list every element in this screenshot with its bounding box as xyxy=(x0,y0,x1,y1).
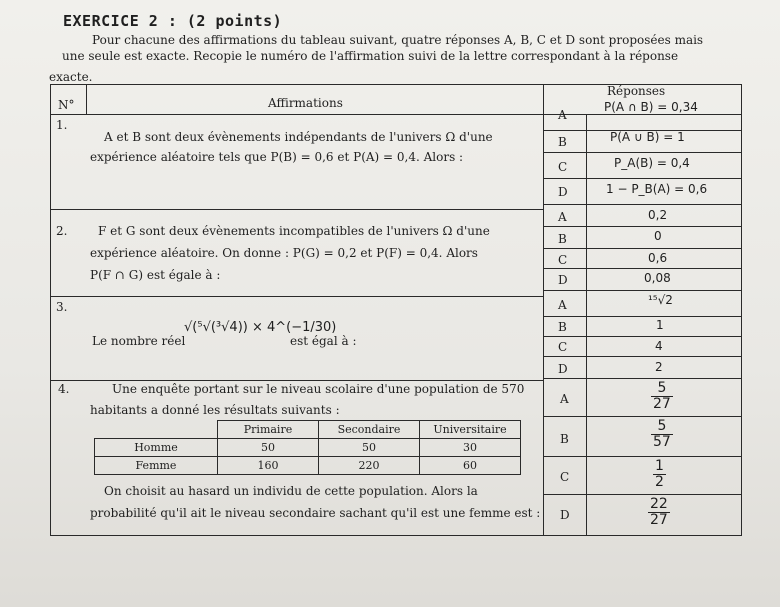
q1-answer-letter: D xyxy=(558,185,568,199)
fraction-denominator: 2 xyxy=(655,474,664,490)
table-row xyxy=(95,439,521,457)
q4-number: 4. xyxy=(58,382,70,396)
table-cell: 30 xyxy=(420,439,521,457)
q2-text-1: F et G sont deux évènements incompatibles de l'univers Ω d'une xyxy=(98,224,490,238)
q3-answer-letter: D xyxy=(558,362,568,376)
answer-row-line xyxy=(543,316,741,317)
q2-answer-value: 0,08 xyxy=(644,271,671,285)
q3-answer-letter: A xyxy=(558,298,567,312)
answer-row-line xyxy=(543,152,741,153)
answer-row-line xyxy=(543,268,741,269)
fraction-numerator: 5 xyxy=(651,381,673,397)
q1-divider xyxy=(50,209,544,210)
q2-answer-value: 0 xyxy=(654,229,662,243)
q4-answer-fraction xyxy=(653,459,666,490)
q3-answer-value: 2 xyxy=(655,360,663,374)
answer-row-line xyxy=(543,494,741,495)
q1-answer-letter: A xyxy=(558,108,567,122)
exercise-title: EXERCICE 2 : (2 points) xyxy=(63,12,283,30)
q4-answer-letter: A xyxy=(560,392,569,406)
q3-divider xyxy=(50,380,544,381)
table-cell: 160 xyxy=(218,457,319,475)
q1-answer-letter: C xyxy=(558,160,568,174)
answer-row-line xyxy=(543,178,741,179)
header-affirmations: Affirmations xyxy=(268,96,343,110)
q4-answer-fraction xyxy=(651,381,673,412)
q1-text-1: A et B sont deux évènements indépendants de l'univers Ω d'une xyxy=(104,130,493,144)
q3-answer-letter: C xyxy=(558,340,568,354)
q3-answer-value: 4 xyxy=(655,339,663,353)
q2-answer-value: 0,2 xyxy=(648,208,668,222)
table-row xyxy=(95,457,521,475)
answer-row-line xyxy=(543,226,741,227)
q4-answer-fraction xyxy=(651,419,673,450)
fraction-numerator: 22 xyxy=(650,496,668,512)
table-cell: 50 xyxy=(319,439,420,457)
table-cell: 60 xyxy=(420,457,521,475)
row-header: Femme xyxy=(95,457,218,475)
header-divider xyxy=(50,114,742,115)
q1-text-2: expérience aléatoire tels que P(B) = 0,6 et P(A) = 0,4. Alors : xyxy=(90,150,464,164)
answer-row-line xyxy=(543,290,741,291)
answer-row-line xyxy=(543,204,741,205)
col-header: Universitaire xyxy=(420,421,521,439)
q4-text-1: Une enquête portant sur le niveau scolaire d'une population de 570 xyxy=(112,382,525,396)
q4-answer-letter: D xyxy=(560,508,570,522)
row-header: Homme xyxy=(95,439,218,457)
q2-divider xyxy=(50,296,544,297)
intro-line-2: une seule est exacte. Recopie le numéro de l'affirmation suivi de la lettre correspondant à la réponse xyxy=(62,49,679,63)
q3-text-before: Le nombre réel xyxy=(92,334,186,348)
table-cell: 50 xyxy=(218,439,319,457)
fraction-denominator: 27 xyxy=(650,512,668,528)
fraction-denominator: 57 xyxy=(653,434,671,450)
q3-answer-value: 1 xyxy=(656,318,664,332)
q4-answer-letter: C xyxy=(560,470,570,484)
answer-row-line xyxy=(543,456,741,457)
q2-text-3: P(F ∩ G) est égale à : xyxy=(90,268,221,282)
q3-answer-value: ¹⁵√2 xyxy=(648,293,673,307)
q4-answer-fraction xyxy=(648,497,670,528)
q2-answer-letter: C xyxy=(558,253,568,267)
q3-text-after: est égal à : xyxy=(290,334,357,348)
q2-answer-letter: D xyxy=(558,273,568,287)
header-num: N° xyxy=(58,98,75,112)
answer-row-line xyxy=(543,378,741,379)
corner-cell xyxy=(95,421,218,439)
header-reponses: Réponses xyxy=(607,84,666,98)
table-cell: 220 xyxy=(319,457,420,475)
answer-row-line xyxy=(543,416,741,417)
q2-number: 2. xyxy=(56,224,68,238)
q4-answer-letter: B xyxy=(560,432,569,446)
answer-row-line xyxy=(543,336,741,337)
col-header: Primaire xyxy=(218,421,319,439)
answer-row-line xyxy=(543,356,741,357)
q2-answer-value: 0,6 xyxy=(648,251,668,265)
q1-number: 1. xyxy=(56,118,68,132)
q1-answer-value: P(A ∪ B) = 1 xyxy=(610,130,685,144)
fraction-numerator: 5 xyxy=(651,419,673,435)
q4-text-2: habitants a donné les résultats suivants : xyxy=(90,403,340,417)
q1-answer-value: P(A ∩ B) = 0,34 xyxy=(604,100,698,114)
q4-text-3: On choisit au hasard un individu de cette population. Alors la xyxy=(104,484,478,498)
q3-number: 3. xyxy=(56,300,68,314)
fraction-denominator: 27 xyxy=(653,396,671,412)
col-header: Secondaire xyxy=(319,421,420,439)
fraction-numerator: 1 xyxy=(655,458,664,474)
q2-text-2: expérience aléatoire. On donne : P(G) = 0,2 et P(F) = 0,4. Alors xyxy=(90,246,478,260)
intro-line-1: Pour chacune des affirmations du tableau suivant, quatre réponses A, B, C et D sont proposées mais xyxy=(92,33,704,47)
q3-answer-letter: B xyxy=(558,320,567,334)
q2-answer-letter: A xyxy=(558,210,567,224)
q3-expression: √(⁵√(³√4)) × 4^(−1/30) xyxy=(184,320,337,335)
q4-text-4: probabilité qu'il ait le niveau secondaire sachant qu'il est une femme est : xyxy=(90,506,541,520)
intro-line-3: exacte. xyxy=(49,70,93,84)
answer-row-line xyxy=(543,248,741,249)
q2-answer-letter: B xyxy=(558,232,567,246)
q1-answer-letter: B xyxy=(558,135,567,149)
q1-answer-value: P_A(B) = 0,4 xyxy=(614,156,690,170)
population-table xyxy=(94,420,521,475)
q1-answer-value: 1 − P_B(A) = 0,6 xyxy=(606,182,708,196)
num-column-divider xyxy=(86,84,87,114)
